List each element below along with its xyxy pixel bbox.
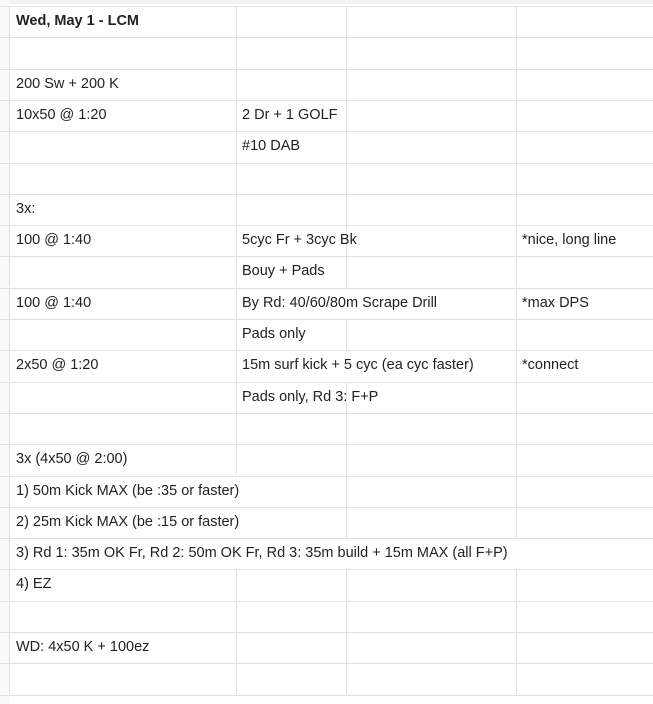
column-divider	[236, 225, 237, 256]
column-divider	[516, 288, 517, 319]
cell-a[interactable]: 3x (4x50 @ 2:00)	[16, 451, 128, 467]
column-divider	[236, 69, 237, 100]
column-divider	[346, 413, 347, 444]
column-divider	[346, 194, 347, 225]
cell-a[interactable]: 200 Sw + 200 K	[16, 76, 119, 92]
row-header-divider	[9, 256, 10, 287]
column-divider	[516, 569, 517, 600]
column-divider	[236, 131, 237, 162]
row-divider	[0, 663, 653, 664]
column-divider	[236, 632, 237, 663]
column-divider	[516, 632, 517, 663]
row-header-divider	[9, 6, 10, 37]
column-divider	[516, 37, 517, 68]
column-divider	[236, 444, 237, 475]
row-header-divider	[9, 194, 10, 225]
row-header-divider	[9, 663, 10, 694]
column-divider	[516, 194, 517, 225]
column-divider	[346, 663, 347, 694]
column-divider	[236, 194, 237, 225]
column-divider	[346, 601, 347, 632]
column-divider	[346, 632, 347, 663]
column-header-strip	[0, 0, 653, 4]
cell-b[interactable]: 2 Dr + 1 GOLF	[242, 107, 338, 123]
row-divider	[0, 569, 653, 570]
cell-a[interactable]: 1) 50m Kick MAX (be :35 or faster)	[16, 483, 240, 499]
column-divider	[236, 163, 237, 194]
column-divider	[236, 6, 237, 37]
column-divider	[516, 601, 517, 632]
cell-c[interactable]: *nice, long line	[522, 232, 617, 248]
row-divider	[0, 37, 653, 38]
column-divider	[346, 163, 347, 194]
row-header-divider	[9, 319, 10, 350]
cell-a[interactable]: 3x:	[16, 201, 36, 217]
row-divider	[0, 256, 653, 257]
column-divider	[236, 413, 237, 444]
column-divider	[236, 37, 237, 68]
column-divider	[516, 507, 517, 538]
column-divider	[346, 319, 347, 350]
column-divider	[516, 131, 517, 162]
row-header-divider	[9, 476, 10, 507]
column-divider	[516, 100, 517, 131]
column-divider	[516, 225, 517, 256]
row-header-divider	[9, 632, 10, 663]
cell-b[interactable]: 15m surf kick + 5 cyc (ea cyc faster)	[242, 357, 474, 373]
row-header-divider	[9, 100, 10, 131]
row-header-divider	[9, 413, 10, 444]
column-divider	[516, 163, 517, 194]
row-header-divider	[9, 382, 10, 413]
column-divider	[346, 569, 347, 600]
column-divider	[516, 413, 517, 444]
cell-b[interactable]: 5cyc Fr + 3cyc Bk	[242, 232, 357, 248]
row-header-divider	[9, 538, 10, 569]
row-divider	[0, 413, 653, 414]
row-header-strip	[0, 0, 9, 704]
row-header-divider	[9, 37, 10, 68]
column-divider	[516, 350, 517, 381]
cell-a[interactable]: 100 @ 1:40	[16, 295, 92, 311]
cell-a[interactable]: 100 @ 1:40	[16, 232, 92, 248]
column-divider	[346, 256, 347, 287]
row-divider	[0, 601, 653, 602]
column-divider	[236, 100, 237, 131]
cell-a[interactable]: Wed, May 1 - LCM	[16, 13, 139, 29]
cell-a[interactable]: WD: 4x50 K + 100ez	[16, 639, 150, 655]
column-divider	[346, 507, 347, 538]
column-divider	[236, 663, 237, 694]
column-divider	[346, 476, 347, 507]
column-divider	[236, 288, 237, 319]
cell-b[interactable]: By Rd: 40/60/80m Scrape Drill	[242, 295, 438, 311]
row-header-divider	[9, 131, 10, 162]
row-header-divider	[9, 444, 10, 475]
column-divider	[346, 37, 347, 68]
row-header-divider	[9, 507, 10, 538]
column-divider	[346, 69, 347, 100]
cell-a[interactable]: 4) EZ	[16, 576, 52, 592]
column-divider	[236, 256, 237, 287]
column-divider	[516, 69, 517, 100]
cell-c[interactable]: *connect	[522, 357, 579, 373]
row-divider	[0, 131, 653, 132]
cell-b[interactable]: Pads only, Rd 3: F+P	[242, 389, 379, 405]
column-divider	[346, 131, 347, 162]
row-header-divider	[9, 601, 10, 632]
column-divider	[516, 663, 517, 694]
column-divider	[516, 476, 517, 507]
column-divider	[516, 444, 517, 475]
row-divider	[0, 695, 653, 696]
row-header-divider	[9, 569, 10, 600]
cell-a[interactable]: 10x50 @ 1:20	[16, 107, 107, 123]
column-divider	[516, 256, 517, 287]
column-divider	[236, 319, 237, 350]
column-divider	[346, 100, 347, 131]
row-header-divider	[9, 163, 10, 194]
column-divider	[516, 319, 517, 350]
cell-b[interactable]: #10 DAB	[242, 138, 301, 154]
column-divider	[236, 350, 237, 381]
column-divider	[236, 382, 237, 413]
column-divider	[236, 569, 237, 600]
cell-c[interactable]: *max DPS	[522, 295, 589, 311]
cell-a[interactable]: 3) Rd 1: 35m OK Fr, Rd 2: 50m OK Fr, Rd 3: 35m build + 15m MAX (all F+P)	[16, 545, 508, 561]
row-divider	[0, 319, 653, 320]
column-divider	[346, 444, 347, 475]
row-header-divider	[9, 350, 10, 381]
cell-b[interactable]: Pads only	[242, 326, 306, 342]
column-divider	[516, 382, 517, 413]
row-header-divider	[9, 225, 10, 256]
column-divider	[346, 6, 347, 37]
cell-a[interactable]: 2x50 @ 1:20	[16, 357, 99, 373]
row-divider	[0, 194, 653, 195]
row-divider	[0, 163, 653, 164]
row-header-divider	[9, 288, 10, 319]
column-divider	[516, 6, 517, 37]
column-divider	[236, 601, 237, 632]
row-header-divider	[9, 69, 10, 100]
cell-a[interactable]: 2) 25m Kick MAX (be :15 or faster)	[16, 514, 240, 530]
cell-b[interactable]: Bouy + Pads	[242, 263, 325, 279]
